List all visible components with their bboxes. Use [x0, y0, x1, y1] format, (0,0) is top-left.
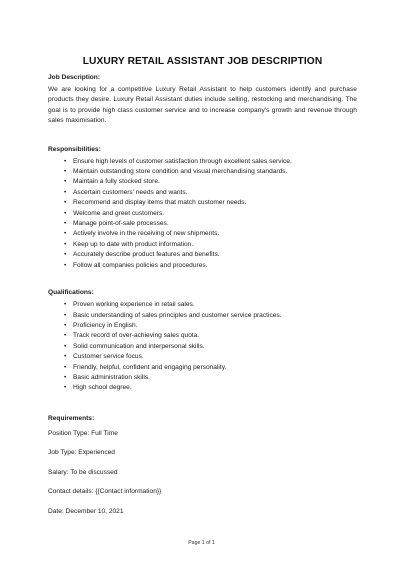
position-type: Position Type: Full Time	[48, 429, 118, 437]
qualifications-list	[48, 300, 357, 394]
bullet-icon: •	[64, 240, 67, 248]
bullet-icon: •	[64, 188, 67, 196]
list-item: • High school degree.	[64, 383, 357, 393]
list-item: • Ascertain customers' needs and wants.	[64, 188, 357, 198]
bullet-icon: •	[64, 251, 67, 259]
bullet-icon: •	[64, 157, 67, 165]
bullet-icon: •	[64, 332, 67, 340]
contact-details: Contact details: {{Contact information}}	[48, 488, 162, 496]
job-description-text: We are looking for a competitive Luxury Retail Assistant to help customers identify and purchase products they desire. Luxury Retail Assistant duties include selling, restocking and merchandising. The goal is to provide high class customer service and to increase company's growth and revenue through sales maximisation.	[48, 86, 357, 125]
list-item: • Proficiency in English.	[64, 321, 357, 331]
list-item: • Customer service focus.	[64, 352, 357, 362]
list-item: • Track record of over-achieving sales quota.	[64, 331, 357, 341]
list-item: • Proven working experience in retail sales.	[64, 300, 357, 310]
list-item: • Basic understanding of sales principles and customer service practices.	[64, 311, 357, 321]
list-item: • Accurately describe product features and benefits.	[64, 250, 357, 260]
bullet-icon: •	[64, 353, 67, 361]
list-item: • Friendly, helpful, confident and engaging personality.	[64, 363, 357, 373]
responsibilities-heading: Responsibilities:	[48, 145, 101, 153]
bullet-icon: •	[64, 178, 67, 186]
qualifications-section	[48, 288, 357, 394]
responsibilities-list	[48, 157, 357, 271]
bullet-icon: •	[64, 311, 67, 319]
document-title: LUXURY RETAIL ASSISTANT JOB DESCRIPTION	[82, 56, 323, 67]
page-footer: Page 1 of 1	[188, 540, 215, 546]
bullet-icon: •	[64, 168, 67, 176]
list-item: • Ensure high levels of customer satisfaction through excellent sales service.	[64, 157, 357, 167]
bullet-icon: •	[64, 342, 67, 350]
salary: Salary: To be discussed	[48, 468, 118, 476]
job-type: Job Type: Experienced	[48, 449, 115, 457]
requirements-heading: Requirements:	[48, 414, 95, 422]
bullet-icon: •	[64, 321, 67, 329]
list-item: • Actively involve in the receiving of new shipments.	[64, 229, 357, 239]
job-description-section	[48, 73, 357, 127]
list-item: • Solid communication and interpersonal skills.	[64, 342, 357, 352]
bullet-icon: •	[64, 209, 67, 217]
qualifications-heading: Qualifications:	[48, 289, 94, 297]
bullet-icon: •	[64, 199, 67, 207]
responsibilities-section	[48, 145, 357, 271]
job-description-heading: Job Description:	[48, 74, 101, 81]
list-item: • Basic administration skills.	[64, 373, 357, 383]
list-item: • Manage point-of-sale processes.	[64, 219, 357, 229]
list-item: • Recommend and display items that match customer needs.	[64, 198, 357, 208]
bullet-icon: •	[64, 363, 67, 371]
list-item: • Maintain a fully stocked store.	[64, 177, 357, 187]
date: Date: December 10, 2021	[48, 507, 124, 515]
bullet-icon: •	[64, 384, 67, 392]
requirements-section	[48, 414, 357, 517]
list-item: • Keep up to date with product information.	[64, 240, 357, 250]
bullet-icon: •	[64, 373, 67, 381]
list-item: • Maintain outstanding store condition and visual merchandising standards.	[64, 167, 357, 177]
bullet-icon: •	[64, 220, 67, 228]
list-item: • Follow all companies policies and procedures.	[64, 261, 357, 271]
bullet-icon: •	[64, 230, 67, 238]
list-item: • Welcome and greet customers.	[64, 209, 357, 219]
requirements-list	[48, 429, 357, 517]
bullet-icon: •	[64, 261, 67, 269]
bullet-icon: •	[64, 301, 67, 309]
